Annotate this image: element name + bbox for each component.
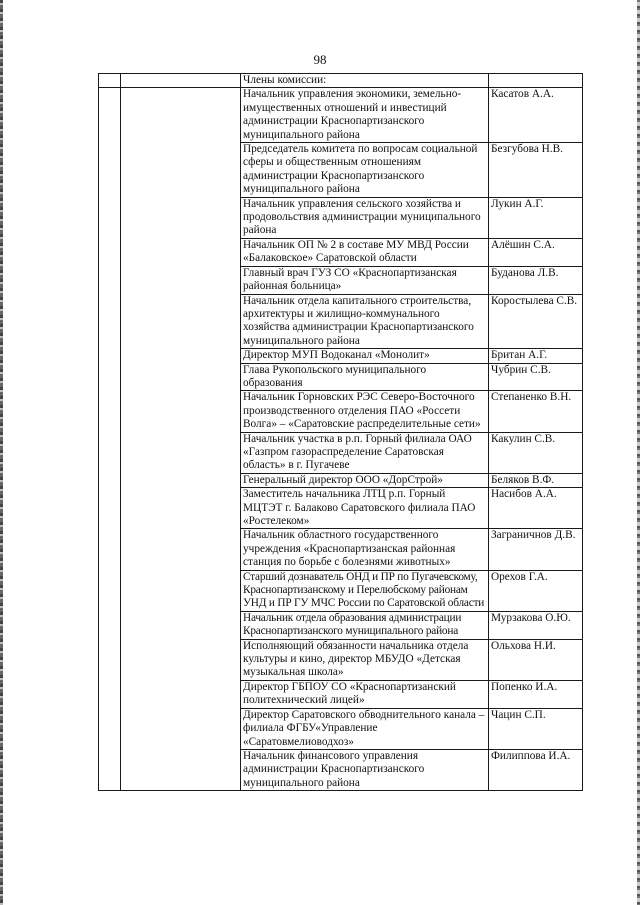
member-position: Главный врач ГУЗ СО «Краснопартизанская районная больница» (241, 266, 489, 294)
member-name: Чубрин С.В. (489, 363, 583, 391)
blank-cell-4 (489, 74, 583, 88)
member-name: Мурзакова О.Ю. (489, 611, 583, 639)
member-name: Лукин А.Г. (489, 197, 583, 238)
blank-cell-2 (121, 74, 241, 88)
member-name: Безгубова Н.В. (489, 143, 583, 198)
category-column-cell (121, 88, 241, 791)
member-position: Начальник финансового управления администрации Краснопартизанского муниципального района (241, 749, 489, 790)
member-name: Британ А.Г. (489, 349, 583, 363)
member-name: Касатов А.А. (489, 88, 583, 143)
member-position: Директор Саратовского обводнительного канала – филиала ФГБУ«Управление «Саратовмелиоводхоз» (241, 708, 489, 749)
member-position: Начальник отдела капитального строительства, архитектуры и жилищно-коммунального хозяйства администрации Краснопартизанского муниципального района (241, 294, 489, 349)
member-position: Начальник Горновских РЭС Северо-Восточного производственного отделения ПАО «Россети Волга» – «Саратовские распределительные сети» (241, 391, 489, 432)
member-name: Какулин С.В. (489, 432, 583, 473)
member-position: Директор МУП Водоканал «Монолит» (241, 349, 489, 363)
member-position: Генеральный директор ООО «ДорСтрой» (241, 473, 489, 487)
member-name: Орехов Г.А. (489, 570, 583, 611)
member-name: Ольхова Н.И. (489, 639, 583, 680)
member-name: Степаненко В.Н. (489, 391, 583, 432)
member-name: Чацин С.П. (489, 708, 583, 749)
member-position: Директор ГБПОУ СО «Краснопартизанский политехнический лицей» (241, 680, 489, 708)
member-position: Начальник участка в р.п. Горный филиала ОАО «Газпром газораспределение Саратовская область» в г. Пугачеве (241, 432, 489, 473)
member-position: Начальник областного государственного учреждения «Краснопартизанская районная станция по борьбе с болезнями животных» (241, 529, 489, 570)
blank-cell-1 (99, 74, 121, 88)
member-position: Начальник управления сельского хозяйства и продовольствия администрации муниципального района (241, 197, 489, 238)
commission-table (98, 73, 583, 791)
member-position: Начальник управления экономики, земельно-имущественных отношений и инвестиций администрации Краснопартизанского муниципального района (241, 88, 489, 143)
member-position: Старший дознаватель ОНД и ПР по Пугачевскому, Краснопартизанскому и Перелюбскому районам УНД и ПР ГУ МЧС России по Саратовской области (241, 570, 489, 611)
member-name: Заграничнов Д.В. (489, 529, 583, 570)
member-name: Коростылева С.В. (489, 294, 583, 349)
member-position: Глава Рукопольского муниципального образования (241, 363, 489, 391)
member-name: Беляков В.Ф. (489, 473, 583, 487)
scan-edge-left (0, 0, 3, 905)
members-header: Члены комиссии: (241, 74, 489, 88)
member-name: Насибов А.А. (489, 488, 583, 529)
page-number: 98 (313, 52, 327, 67)
member-name: Попенко И.А. (489, 680, 583, 708)
table-header-row (99, 74, 583, 88)
member-name: Филиппова И.А. (489, 749, 583, 790)
number-column-cell (99, 88, 121, 791)
member-position: Исполняющий обязанности начальника отдела культуры и кино, директор МБУДО «Детская музыкальная школа» (241, 639, 489, 680)
member-name: Алёшин С.А. (489, 238, 583, 266)
member-position: Начальник отдела образования администрации Краснопартизанского муниципального района (241, 611, 489, 639)
member-position: Председатель комитета по вопросам социальной сферы и общественным отношениям администрации Краснопартизанского муниципального района (241, 143, 489, 198)
member-name: Буданова Л.В. (489, 266, 583, 294)
table-row (99, 88, 583, 143)
member-position: Заместитель начальника ЛТЦ р.п. Горный МЦТЭТ г. Балаково Саратовского филиала ПАО «Ростелеком» (241, 488, 489, 529)
member-position: Начальник ОП № 2 в составе МУ МВД России «Балаковское» Саратовской области (241, 238, 489, 266)
commission-table-body (99, 74, 583, 791)
